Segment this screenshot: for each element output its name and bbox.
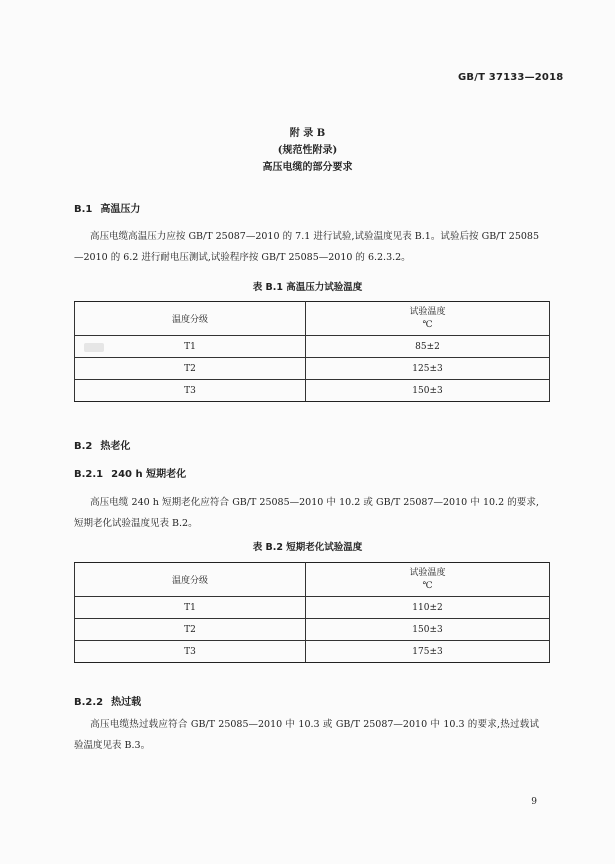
table-b2 (74, 562, 550, 663)
table-row (75, 641, 550, 663)
section-b1-heading (74, 200, 140, 215)
header-test-temperature: 试验温度 ℃ (306, 563, 550, 597)
section-number: B.1 (74, 204, 93, 215)
section-title: 热过载 (111, 697, 142, 708)
cell-grade: T2 (75, 358, 306, 380)
appendix-label: 附 录 B (289, 128, 326, 139)
section-b21-heading (74, 465, 186, 480)
cell-temp: 125±3 (306, 358, 550, 380)
header-temperature-grade: 温度分级 (75, 302, 306, 336)
cell-temp: 175±3 (306, 641, 550, 663)
section-number: B.2 (74, 441, 93, 452)
paragraph-text: 高压电缆热过载应符合 GB/T 25085—2010 中 10.3 或 GB/T 25087—2010 中 10.3 的要求,热过载试验温度见表 B.3。 (74, 719, 539, 751)
cell-grade: T2 (75, 619, 306, 641)
page-number: 9 (531, 797, 537, 807)
appendix-nature: (规范性附录) (277, 145, 338, 156)
section-b2-heading (74, 437, 130, 452)
paragraph-text: 高压电缆高温压力应按 GB/T 25087—2010 的 7.1 进行试验,试验温度见表 B.1。试验后按 GB/T 25085—2010 的 6.2 进行耐电压测试,试验程序按 GB/T 25085—2010 的 6.2.3.2。 (74, 231, 539, 263)
section-number: B.2.1 (74, 469, 104, 480)
cell-grade: T3 (75, 380, 306, 402)
scan-smudge (84, 343, 104, 352)
cell-grade: T1 (75, 336, 306, 358)
section-b22-paragraph (74, 714, 539, 756)
table-row (75, 380, 550, 402)
table-header-row (75, 563, 550, 597)
appendix-name: 高压电缆的部分要求 (262, 162, 353, 173)
cell-temp: 150±3 (306, 380, 550, 402)
table-row (75, 336, 550, 358)
section-title: 高温压力 (100, 204, 141, 215)
paragraph-text: 高压电缆 240 h 短期老化应符合 GB/T 25085—2010 中 10.2 或 GB/T 25087—2010 中 10.2 的要求,短期老化试验温度见表 B.2。 (74, 497, 539, 529)
appendix-title-block (0, 125, 615, 176)
table-b1 (74, 301, 550, 402)
table-header-row (75, 302, 550, 336)
table-b2-caption: 表 B.2 短期老化试验温度 (252, 542, 363, 553)
table-row (75, 597, 550, 619)
section-title: 热老化 (100, 441, 131, 452)
section-b1-paragraph (74, 226, 539, 268)
table-row (75, 358, 550, 380)
cell-temp: 150±3 (306, 619, 550, 641)
cell-grade: T1 (75, 597, 306, 619)
table-row (75, 619, 550, 641)
section-title: 240 h 短期老化 (111, 469, 187, 480)
header-temperature-grade: 温度分级 (75, 563, 306, 597)
header-test-temperature: 试验温度 ℃ (306, 302, 550, 336)
cell-grade: T3 (75, 641, 306, 663)
table-b1-caption: 表 B.1 高温压力试验温度 (252, 282, 363, 293)
standard-number: GB/T 37133—2018 (458, 72, 564, 83)
section-number: B.2.2 (74, 697, 104, 708)
cell-temp: 85±2 (306, 336, 550, 358)
cell-temp: 110±2 (306, 597, 550, 619)
section-b21-paragraph (74, 492, 539, 534)
section-b22-heading (74, 693, 141, 708)
